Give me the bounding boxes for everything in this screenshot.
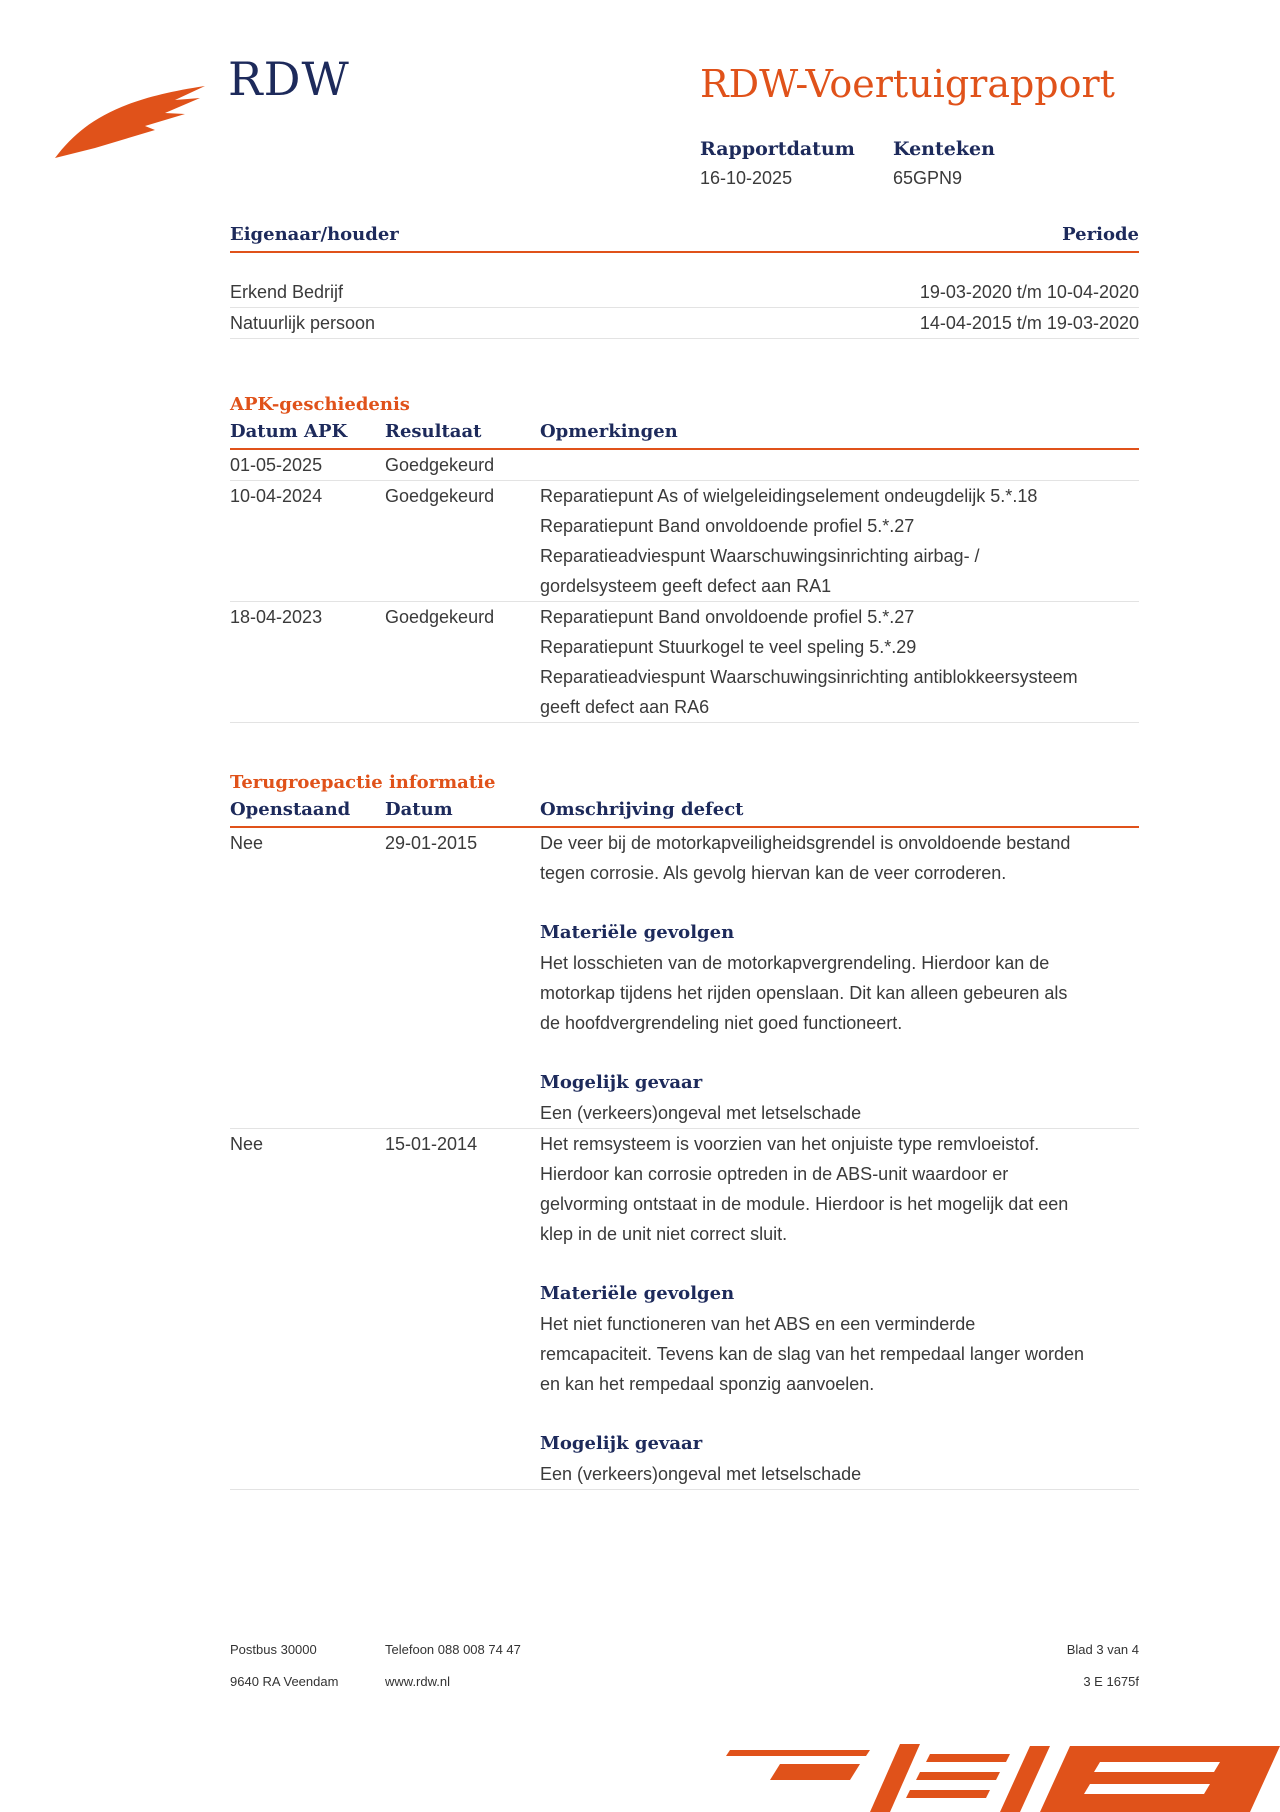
recall-date: 29-01-2015 bbox=[385, 833, 478, 853]
desc-line: gelvorming ontstaat in de module. Hierdoor is het mogelijk dat een bbox=[540, 1194, 1069, 1214]
consequence-heading: Materiële gevolgen bbox=[540, 1283, 735, 1304]
danger-text: Een (verkeers)ongeval met letselschade bbox=[540, 1464, 862, 1484]
footer-document-code: 3 E 1675f bbox=[1083, 1674, 1139, 1689]
footer-stripes-icon bbox=[720, 1740, 1280, 1812]
table-row bbox=[230, 1129, 1139, 1490]
desc-line: Hierdoor kan corrosie optreden in de ABS-unit waardoor er bbox=[540, 1164, 1009, 1184]
desc-line: tegen corrosie. Als gevolg hiervan kan de veer corroderen. bbox=[540, 863, 1007, 883]
consequence-line: motorkap tijdens het rijden openslaan. Dit kan alleen gebeuren als bbox=[540, 983, 1068, 1003]
desc-line: De veer bij de motorkapveiligheidsgrendel is onvoldoende bestand bbox=[540, 833, 1071, 853]
recall-desc-column-header: Omschrijving defect bbox=[540, 799, 744, 820]
recall-description bbox=[540, 828, 1139, 1128]
consequence-line: Het losschieten van de motorkapvergrendeling. Hierdoor kan de bbox=[540, 953, 1050, 973]
plate-block bbox=[893, 138, 995, 189]
report-date-block bbox=[700, 138, 855, 189]
desc-line: Het remsysteem is voorzien van het onjuiste type remvloeistof. bbox=[540, 1134, 1040, 1154]
apk-table-header bbox=[230, 421, 1139, 450]
owner-table-header bbox=[230, 224, 1139, 253]
period-column-header: Periode bbox=[1062, 224, 1139, 245]
footer-phone: Telefoon 088 008 74 47 bbox=[385, 1642, 521, 1657]
consequence-line: de hoofdvergrendeling niet goed functioneert. bbox=[540, 1013, 903, 1033]
apk-date: 10-04-2024 bbox=[230, 486, 323, 506]
apk-section-title: APK-geschiedenis bbox=[230, 394, 410, 415]
brand-wordmark: RDW bbox=[228, 52, 350, 106]
consequence-heading: Materiële gevolgen bbox=[540, 922, 735, 943]
table-row bbox=[230, 308, 1139, 339]
remark-line: Reparatiepunt Band onvoldoende profiel 5.*.27 bbox=[540, 516, 915, 536]
remark-line: Reparatieadviespunt Waarschuwingsinrichting antiblokkeersysteem bbox=[540, 667, 1078, 687]
apk-result: Goedgekeurd bbox=[385, 486, 495, 506]
report-date-value: 16-10-2025 bbox=[700, 168, 793, 188]
consequence-line: en kan het rempedaal sponzig aanvoelen. bbox=[540, 1374, 875, 1394]
apk-date: 01-05-2025 bbox=[230, 455, 323, 475]
apk-remarks bbox=[540, 450, 1139, 480]
owner-type: Natuurlijk persoon bbox=[230, 313, 376, 333]
plate-value: 65GPN9 bbox=[893, 168, 963, 188]
page-title: RDW-Voertuigrapport bbox=[700, 62, 1115, 106]
apk-result-column-header: Resultaat bbox=[385, 421, 482, 442]
recall-section-title: Terugroepactie informatie bbox=[230, 772, 496, 793]
apk-remarks-column-header: Opmerkingen bbox=[540, 421, 678, 442]
footer-town: 9640 RA Veendam bbox=[230, 1674, 339, 1689]
danger-heading: Mogelijk gevaar bbox=[540, 1433, 703, 1454]
table-row bbox=[230, 481, 1139, 602]
recall-open-column-header: Openstaand bbox=[230, 799, 351, 820]
danger-heading: Mogelijk gevaar bbox=[540, 1072, 703, 1093]
owner-type: Erkend Bedrijf bbox=[230, 282, 344, 302]
apk-result: Goedgekeurd bbox=[385, 607, 495, 627]
recall-date-column-header: Datum bbox=[385, 799, 453, 820]
owner-column-header: Eigenaar/houder bbox=[230, 224, 399, 245]
apk-remarks bbox=[540, 602, 1139, 722]
remark-line: Reparatiepunt As of wielgeleidingselement ondeugdelijk 5.*.18 bbox=[540, 486, 1038, 506]
report-date-label: Rapportdatum bbox=[700, 138, 855, 160]
table-row bbox=[230, 602, 1139, 723]
apk-history-section bbox=[230, 394, 1139, 723]
owner-section bbox=[230, 224, 1139, 339]
remark-line: Reparatieadviespunt Waarschuwingsinrichting airbag- / bbox=[540, 546, 980, 566]
recall-date: 15-01-2014 bbox=[385, 1134, 478, 1154]
consequence-line: remcapaciteit. Tevens kan de slag van het rempedaal langer worden bbox=[540, 1344, 1084, 1364]
plate-label: Kenteken bbox=[893, 138, 995, 160]
remark-line: geeft defect aan RA6 bbox=[540, 697, 710, 717]
table-row bbox=[230, 828, 1139, 1129]
apk-date: 18-04-2023 bbox=[230, 607, 323, 627]
footer-page-number: Blad 3 van 4 bbox=[1066, 1642, 1139, 1657]
danger-text: Een (verkeers)ongeval met letselschade bbox=[540, 1103, 862, 1123]
footer-website-link[interactable]: www.rdw.nl bbox=[385, 1674, 451, 1689]
table-row bbox=[230, 450, 1139, 481]
rdw-wing-logo-icon bbox=[55, 78, 215, 168]
recall-open: Nee bbox=[230, 833, 264, 853]
footer-postbus: Postbus 30000 bbox=[230, 1642, 317, 1657]
apk-date-column-header: Datum APK bbox=[230, 421, 348, 442]
consequence-line: Het niet functioneren van het ABS en een verminderde bbox=[540, 1314, 976, 1334]
recall-description bbox=[540, 1129, 1139, 1489]
apk-result: Goedgekeurd bbox=[385, 455, 495, 475]
remark-line: gordelsysteem geeft defect aan RA1 bbox=[540, 576, 832, 596]
remark-line: Reparatiepunt Band onvoldoende profiel 5.*.27 bbox=[540, 607, 915, 627]
recall-table-header bbox=[230, 799, 1139, 828]
apk-remarks bbox=[540, 481, 1139, 601]
owner-period: 14-04-2015 t/m 19-03-2020 bbox=[919, 313, 1139, 333]
recall-open: Nee bbox=[230, 1134, 264, 1154]
remark-line: Reparatiepunt Stuurkogel te veel speling 5.*.29 bbox=[540, 637, 917, 657]
desc-line: klep in de unit niet correct sluit. bbox=[540, 1224, 788, 1244]
table-row bbox=[230, 277, 1139, 308]
recall-section bbox=[230, 772, 1139, 1490]
owner-period: 19-03-2020 t/m 10-04-2020 bbox=[919, 282, 1139, 302]
